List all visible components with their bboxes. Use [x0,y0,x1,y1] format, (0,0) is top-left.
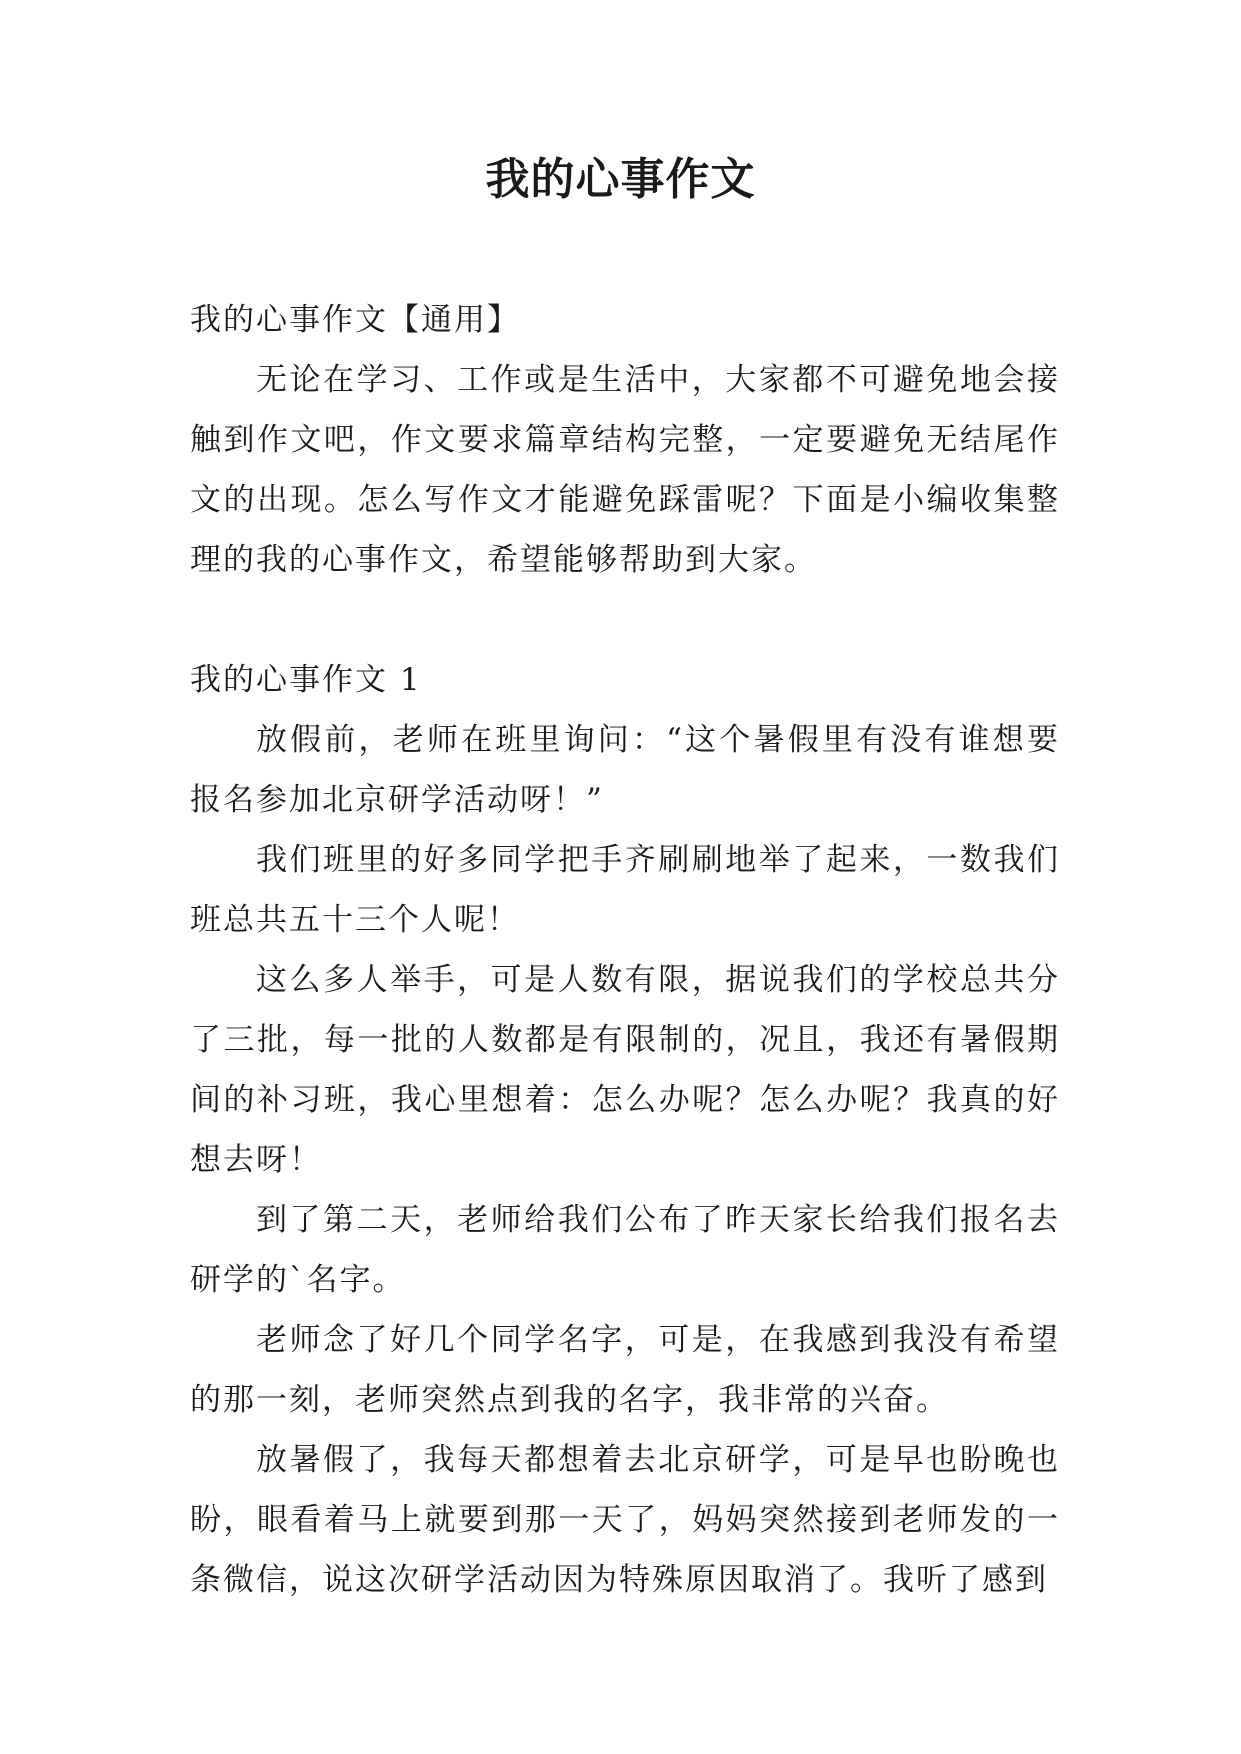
intro-paragraph: 无论在学习、工作或是生活中，大家都不可避免地会接触到作文吧，作文要求篇章结构完整，一定要避免无结尾作文的出现。怎么写作文才能避免踩雷呢？下面是小编收集整理的我的心事作文，希望能够帮助到大家。 [190,362,1060,578]
body-paragraph: 我们班里的好多同学把手齐刷刷地举了起来，一数我们班总共五十三个人呢！ [190,842,1060,938]
body-paragraph: 放假前，老师在班里询问：“这个暑假里有没有谁想要报名参加北京研学活动呀！” [190,722,1060,818]
section-heading: 我的心事作文 1 [190,662,422,698]
body-paragraph: 老师念了好几个同学名字，可是，在我感到我没有希望的那一刻，老师突然点到我的名字，我非常的兴奋。 [190,1322,1060,1418]
document-body [190,290,1060,1610]
body-paragraph: 这么多人举手，可是人数有限，据说我们的学校总共分了三批，每一批的人数都是有限制的，况且，我还有暑假期间的补习班，我心里想着：怎么办呢？怎么办呢？我真的好想去呀！ [190,962,1060,1178]
section-spacer [190,590,1060,650]
body-paragraph: 到了第二天，老师给我们公布了昨天家长给我们报名去研学的`名字。 [190,1202,1060,1298]
body-paragraph: 放暑假了，我每天都想着去北京研学，可是早也盼晚也盼，眼看着马上就要到那一天了，妈妈突然接到老师发的一条微信，说这次研学活动因为特殊原因取消了。我听了感到 [190,1442,1060,1598]
subtitle-heading: 我的心事作文【通用】 [190,302,520,338]
document-title: 我的心事作文 [485,154,756,205]
